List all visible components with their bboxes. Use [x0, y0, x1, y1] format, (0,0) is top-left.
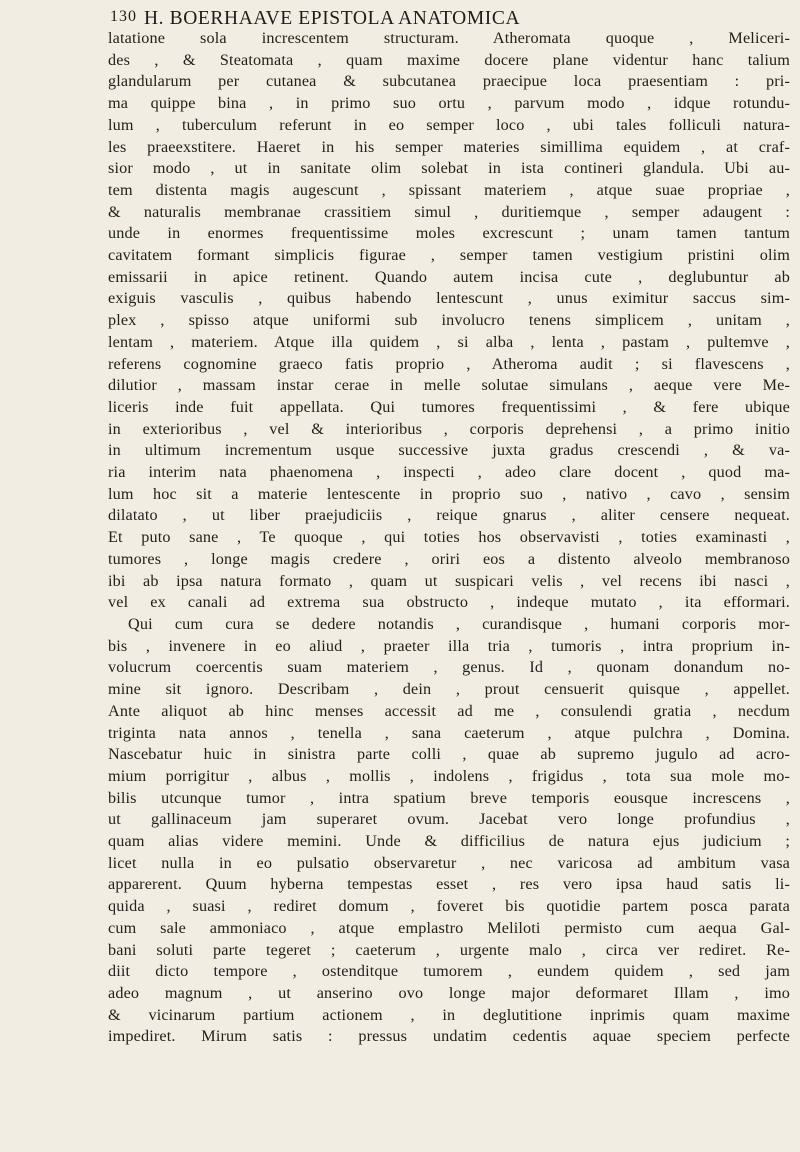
text-line: lum , tuberculum referunt in eo semper loco , ubi tales folliculi natura- [108, 115, 790, 134]
text-line: referens cognomine graeco fatis proprio , Atheroma audit ; si flavescens , [108, 354, 790, 373]
text-line: diit dicto tempore , ostenditque tumorem , eundem quidem , sed jam [108, 962, 790, 981]
text-line: volucrum coercentis suam materiem , genus. Id , quonam donandum no- [108, 658, 790, 677]
text-line: unde in enormes frequentissime moles excrescunt ; unam tamen tantum [108, 224, 790, 243]
text-line: in exterioribus , vel & interioribus , corporis deprehensi , a primo initio [108, 419, 790, 438]
text-line: lum hoc sit a materie lentescente in proprio suo , nativo , cavo , sensim [108, 484, 790, 503]
text-line: & naturalis membranae crassitiem simul , duritiemque , semper adaugent : [108, 202, 790, 221]
text-line: mine sit ignoro. Describam , dein , prout censuerit quisque , appellet. [108, 680, 790, 699]
text-line: ma quippe bina , in primo suo ortu , parvum modo , idque rotundu- [108, 94, 790, 113]
text-line: lentam , materiem. Atque illa quidem , si alba , lenta , pastam , pultemve , [108, 332, 790, 351]
text-line: glandularum per cutanea & subcutanea praecipue loca praesentiam : pri- [108, 72, 790, 91]
text-line: liceris inde fuit appellata. Qui tumores frequentissimi , & fere ubique [108, 397, 790, 416]
text-line: sior modo , ut in sanitate olim solebat in ista contineri glandula. Ubi au- [108, 159, 790, 178]
text-line: ria interim nata phaenomena , inspecti , adeo clare docent , quod ma- [108, 463, 790, 482]
text-line: impediret. Mirum satis : pressus undatim cedentis aquae speciem perfecte [108, 1027, 790, 1046]
text-line: cavitatem formant simplicis figurae , semper tamen vestigium pristini olim [108, 246, 790, 265]
text-line: les praeexstitere. Haeret in his semper materies simillima equidem , at craf- [108, 137, 790, 156]
text-line: Et puto sane , Te quoque , qui toties hos observavisti , toties examinasti , [108, 528, 790, 547]
text-line: emissarii in apice retinent. Quando autem incisa cute , deglubuntur ab [108, 267, 790, 286]
text-line: bis , invenere in eo aliud , praeter illa tria , tumoris , intra proprium in- [108, 636, 790, 655]
text-line: Ante aliquot ab hinc menses accessit ad me , consulendi gratia , necdum [108, 701, 790, 720]
text-line: des , & Steatomata , quam maxime docere plane videntur hanc talium [108, 50, 790, 69]
running-title: H. BOERHAAVE EPISTOLA ANATOMICA [144, 8, 521, 29]
text-line: bilis utcunque tumor , intra spatium breve temporis eousque increscens , [108, 788, 790, 807]
page-number: 130 [110, 8, 137, 25]
text-line: latatione sola increscentem structuram. Atheromata quoque , Meliceri- [108, 29, 790, 47]
text-line: tumores , longe magis credere , oriri eos a distento alveolo membranoso [108, 549, 790, 568]
text-line: exiguis vasculis , quibus habendo lentescunt , unus eximitur saccus sim- [108, 289, 790, 308]
text-line: Qui cum cura se dedere notandis , curandisque , humani corporis mor- [128, 614, 790, 633]
text-line: plex , spisso atque uniformi sub involucro tenens simplicem , unitam , [108, 311, 790, 330]
text-line: dilatato , ut liber praejudiciis , reique gnarus , aliter censere nequeat. [108, 506, 790, 525]
text-line: quam alias videre memini. Unde & difficilius de natura ejus judicium ; [108, 832, 790, 851]
text-line: triginta nata annos , tenella , sana caeterum , atque pulchra , Domina. [108, 723, 790, 742]
text-line: cum sale ammoniaco , atque emplastro Meliloti permisto cum aequa Gal- [108, 918, 790, 937]
text-line: licet nulla in eo pulsatio observaretur , nec varicosa ad ambitum vasa [108, 853, 790, 872]
text-line: & vicinarum partium actionem , in deglutitione inprimis quam maxime [108, 1005, 790, 1024]
text-line: dilutior , massam instar cerae in melle solutae simulans , aeque vere Me- [108, 376, 790, 395]
text-line: vel ex canali ad extrema sua obstructo , indeque mutato , ita efformari. [108, 593, 790, 612]
text-line: bani soluti parte tegeret ; caeterum , urgente malo , circa ver rediret. Re- [108, 940, 790, 959]
text-line: adeo magnum , ut anserino ovo longe major deformaret Illam , imo [108, 983, 790, 1002]
text-line: ut gallinaceum jam superaret ovum. Jacebat vero longe profundius , [108, 810, 790, 829]
text-line: apparerent. Quum hyberna tempestas esset , res vero ipsa haud satis li- [108, 875, 790, 894]
text-line: in ultimum incrementum usque successive juxta gradus crescendi , & va- [108, 441, 790, 460]
text-line: Nascebatur huic in sinistra parte colli , quae ab supremo jugulo ad acro- [108, 745, 790, 764]
text-line: mium porrigitur , albus , mollis , indolens , frigidus , tota sua mole mo- [108, 766, 790, 785]
text-line: tem distenta magis augescunt , spissant materiem , atque suae propriae , [108, 180, 790, 199]
body-text [108, 28, 790, 1048]
text-line: quida , suasi , rediret domum , foveret bis quotidie partem posca parata [108, 897, 790, 916]
text-line: ibi ab ipsa natura formato , quam ut suspicari velis , vel recens ibi nasci , [108, 571, 790, 590]
